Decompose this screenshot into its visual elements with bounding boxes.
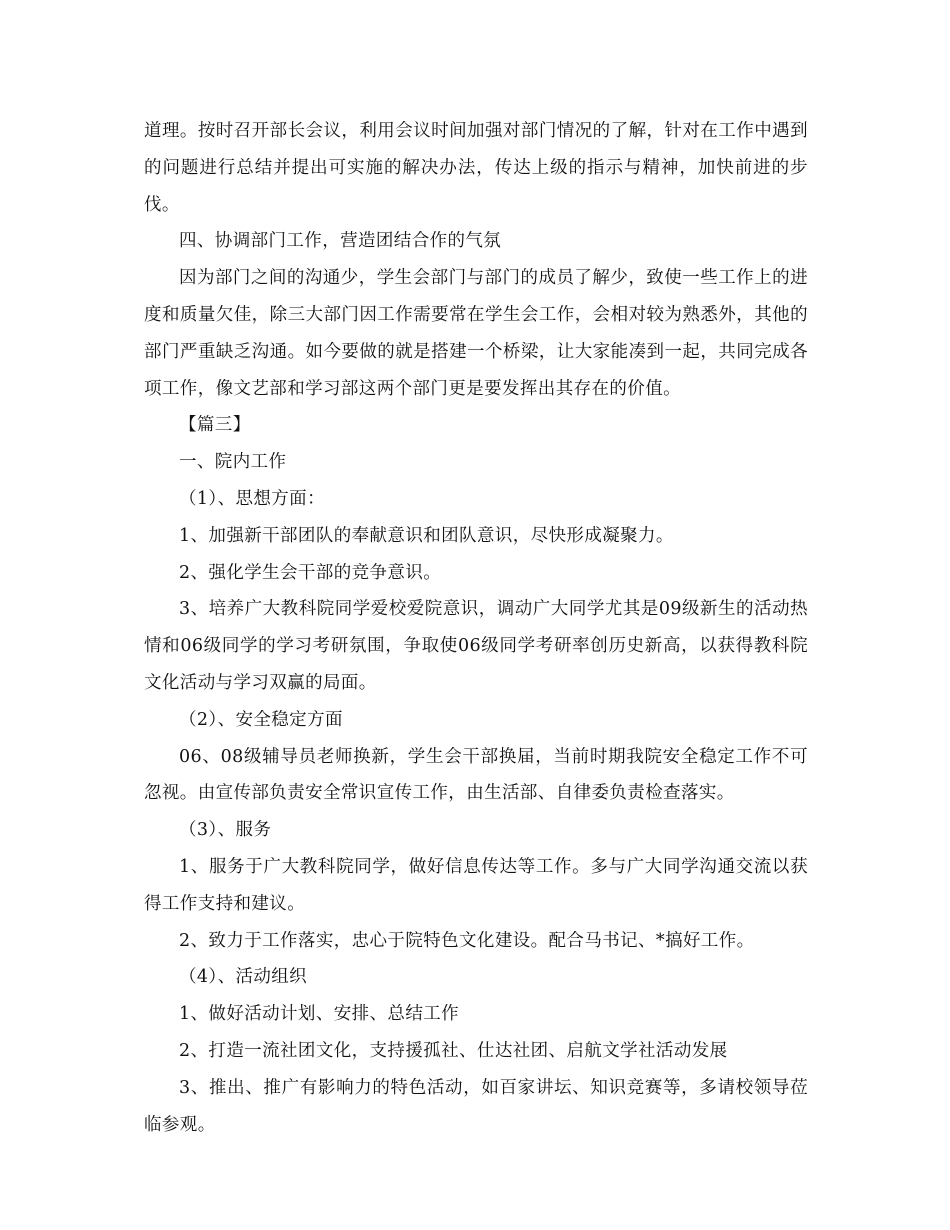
paragraph: 【篇三】 xyxy=(179,415,251,436)
paragraph: 因为部门之间的沟通少，学生会部门与部门的成员了解少，致使一些工作上的进度和质量欠佳，除三大部门因工作需要常在学生会工作，会相对较为熟悉外，其他的部门严重缺乏沟通。如今要做的就是搭建一个桥梁，让大家能凑到一起，共同完成各项工作，像文艺部和学习部这两个部门更是要发挥出其存在的价值。 xyxy=(144,268,808,399)
paragraph: 2、打造一流社团文化，支持援孤社、仕达社团、启航文学社活动发展 xyxy=(179,1040,728,1061)
paragraph: 一、院内工作 xyxy=(179,452,287,473)
paragraph: 2、强化学生会干部的竞争意识。 xyxy=(179,562,442,583)
paragraph: （1）、思想方面： xyxy=(179,488,325,509)
paragraph: 3、推出、推广有影响力的特色活动，如百家讲坛、知识竞赛等，多请校领导莅临参观。 xyxy=(144,1077,808,1135)
paragraph: 四、协调部门工作，营造团结合作的气氛 xyxy=(179,231,502,252)
paragraph: （3）、服务 xyxy=(179,820,272,841)
paragraph: 1、做好活动计划、安排、总结工作 xyxy=(179,1004,460,1025)
paragraph: （4）、活动组织 xyxy=(179,967,308,988)
paragraph: 2、致力于工作落实，忠心于院特色文化建设。配合马书记、*搞好工作。 xyxy=(179,930,755,951)
paragraph: （2）、安全稳定方面 xyxy=(179,709,343,730)
paragraph: 道理。按时召开部长会议，利用会议时间加强对部门情况的了解，针对在工作中遇到的问题进行总结并提出可实施的解决办法，传达上级的指示与精神，加快前进的步伐。 xyxy=(144,121,808,215)
paragraph: 1、服务于广大教科院同学，做好信息传达等工作。多与广大同学沟通交流以获得工作支持和建议。 xyxy=(144,856,808,914)
document-body xyxy=(144,113,808,1143)
paragraph: 06、08级辅导员老师换新，学生会干部换届，当前时期我院安全稳定工作不可忽视。由宣传部负责安全常识宣传工作，由生活部、自律委负责检查落实。 xyxy=(144,746,808,804)
paragraph: 3、培养广大教科院同学爱校爱院意识，调动广大同学尤其是09级新生的活动热情和06级同学的学习考研氛围，争取使06级同学考研率创历史新高，以获得教科院文化活动与学习双赢的局面。 xyxy=(144,599,808,693)
paragraph: 1、加强新干部团队的奉献意识和团队意识，尽快形成凝聚力。 xyxy=(179,525,674,546)
